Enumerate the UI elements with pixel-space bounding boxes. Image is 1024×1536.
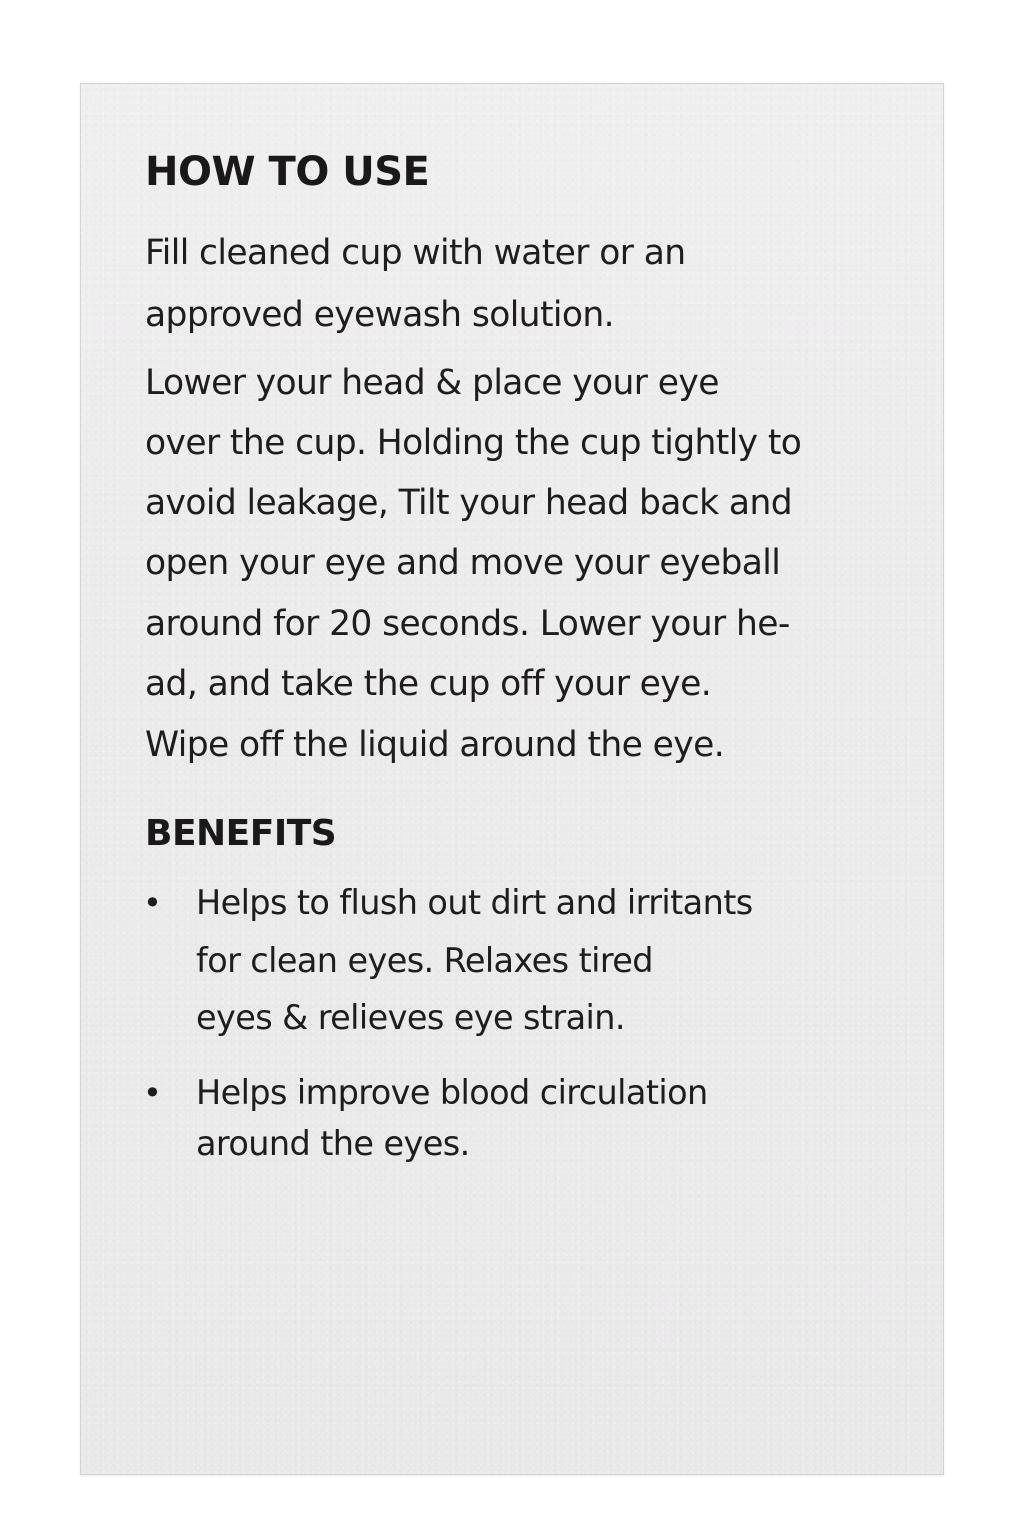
text-line: open your eye and move your eyeball — [145, 543, 781, 583]
instruction-card — [80, 83, 944, 1475]
bullet-text-line: Helps to flush out dirt and irritants — [196, 883, 753, 922]
bullet-icon: • — [143, 1074, 162, 1112]
bullet-text-line: Helps improve blood circulation — [196, 1073, 708, 1112]
text-line: Wipe off the liquid around the eye. — [145, 725, 725, 765]
bullet-text-line: around the eyes. — [196, 1124, 470, 1163]
bullet-icon: • — [143, 884, 162, 922]
bullet-text-line: eyes & relieves eye strain. — [196, 998, 625, 1037]
text-line: approved eyewash solution. — [145, 295, 615, 335]
benefits-heading: BENEFITS — [145, 813, 337, 854]
text-line: Lower your head & place your eye — [145, 363, 719, 403]
text-line: around for 20 seconds. Lower your he- — [145, 604, 790, 644]
bullet-text-line: for clean eyes. Relaxes tired — [196, 941, 653, 980]
how-to-use-heading: HOW TO USE — [145, 149, 430, 195]
text-line: ad, and take the cup off your eye. — [145, 664, 712, 704]
text-line: avoid leakage, Tilt your head back and — [145, 483, 793, 523]
text-line: Fill cleaned cup with water or an — [145, 233, 686, 273]
text-line: over the cup. Holding the cup tightly to — [145, 423, 802, 463]
